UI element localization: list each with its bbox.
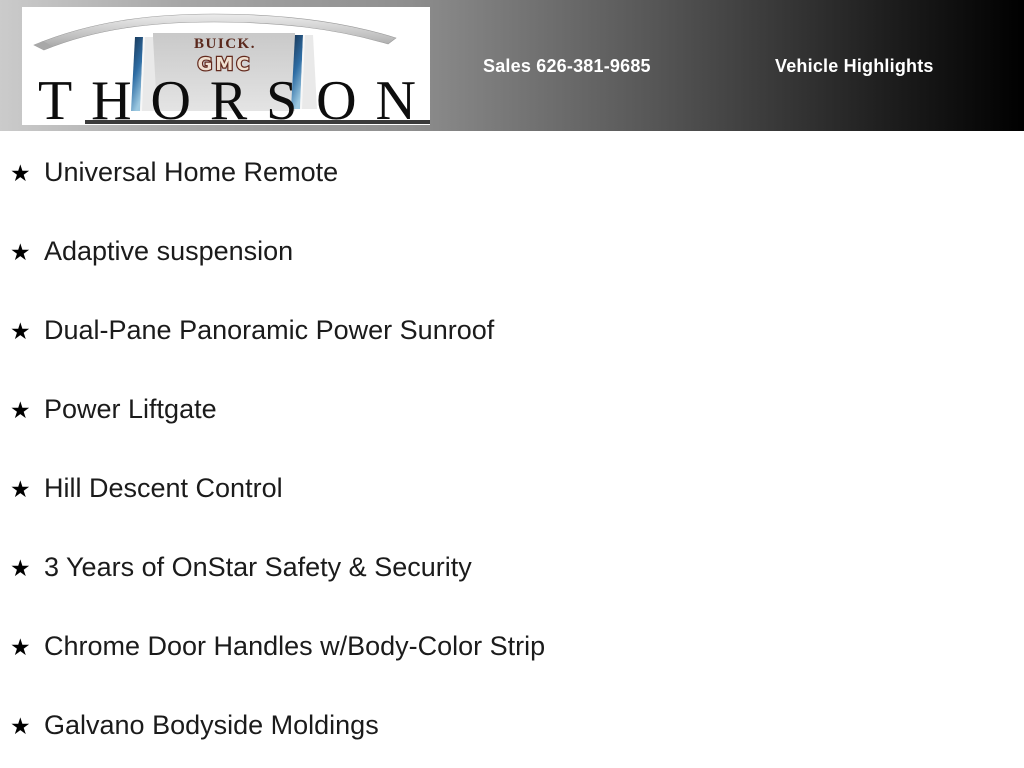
feature-text: Galvano Bodyside Moldings [44, 709, 379, 740]
logo-dealer-name: THORSON [38, 70, 416, 125]
logo-buick-text: BUICK. [194, 36, 256, 52]
feature-text: Dual-Pane Panoramic Power Sunroof [44, 314, 495, 345]
sales-phone: Sales 626-381-9685 [483, 56, 651, 76]
dealer-logo-graphic [22, 7, 430, 125]
feature-item [10, 316, 1024, 344]
feature-item [10, 158, 1024, 186]
logo-gmc-text: GMC [197, 54, 253, 75]
feature-item [10, 237, 1024, 265]
feature-text: Universal Home Remote [44, 156, 339, 187]
star-bullet-icon: ★ [10, 554, 31, 581]
feature-item [10, 711, 1024, 739]
feature-list [0, 131, 1024, 739]
feature-text: Power Liftgate [44, 393, 217, 424]
star-bullet-icon: ★ [10, 633, 31, 660]
feature-text: 3 Years of OnStar Safety & Security [44, 551, 472, 582]
feature-text: Hill Descent Control [44, 472, 283, 503]
star-bullet-icon: ★ [10, 317, 31, 344]
star-bullet-icon: ★ [10, 712, 31, 739]
feature-item [10, 474, 1024, 502]
star-bullet-icon: ★ [10, 238, 31, 265]
star-bullet-icon: ★ [10, 475, 31, 502]
feature-text: Chrome Door Handles w/Body-Color Strip [44, 630, 546, 661]
dealer-logo [22, 7, 430, 125]
page-title: Vehicle Highlights [775, 56, 934, 76]
feature-item [10, 395, 1024, 423]
feature-item [10, 632, 1024, 660]
feature-item [10, 553, 1024, 581]
star-bullet-icon: ★ [10, 396, 31, 423]
header-banner [0, 0, 1024, 131]
feature-text: Adaptive suspension [44, 235, 294, 266]
star-bullet-icon: ★ [10, 159, 31, 186]
